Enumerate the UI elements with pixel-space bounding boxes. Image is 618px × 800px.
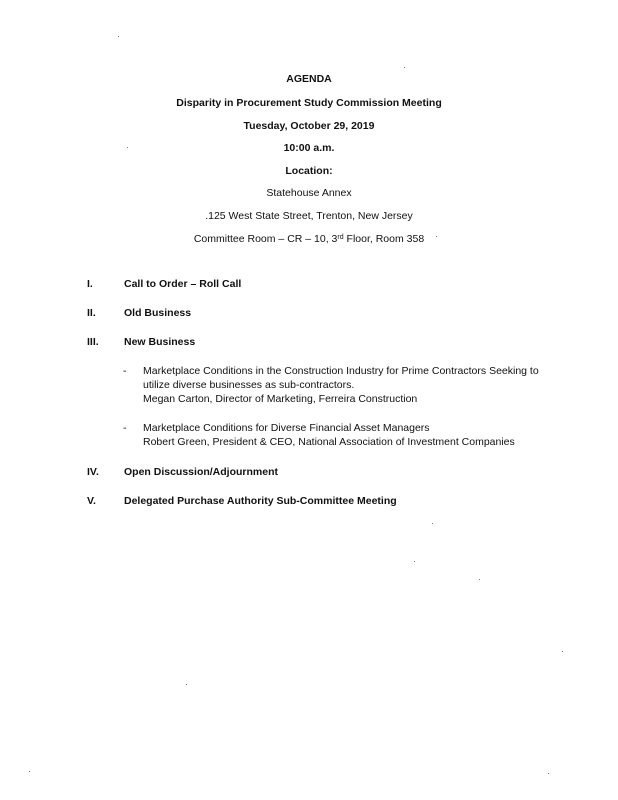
section-title: Call to Order – Roll Call — [124, 278, 242, 290]
meeting-name: Disparity in Procurement Study Commission Meeting — [176, 97, 442, 109]
list-item-line: utilize diverse businesses as sub-contractors. — [143, 379, 355, 391]
section-numeral: II. — [87, 307, 96, 319]
scan-speck — [186, 684, 187, 685]
room-text-end: Floor, Room 358 — [343, 233, 425, 245]
scan-speck — [414, 561, 415, 562]
section-title: Open Discussion/Adjournment — [124, 466, 279, 478]
venue: Statehouse Annex — [266, 187, 352, 199]
scan-speck — [127, 147, 128, 148]
section-title: Old Business — [124, 307, 192, 319]
list-item-line: Robert Green, President & CEO, National Association of Investment Companies — [143, 436, 515, 448]
scan-speck — [118, 36, 119, 37]
scan-speck — [29, 771, 30, 772]
section-numeral: I. — [87, 278, 93, 290]
meeting-time: 10:00 a.m. — [283, 142, 335, 154]
list-item-line: Marketplace Conditions in the Construction Industry for Prime Contractors Seeking to — [143, 365, 539, 377]
agenda-title: AGENDA — [286, 73, 332, 85]
list-item-line: Marketplace Conditions for Diverse Financial Asset Managers — [143, 422, 430, 434]
list-item-line: Megan Carton, Director of Marketing, Ferreira Construction — [143, 393, 418, 405]
scan-speck — [562, 651, 563, 652]
scan-speck — [432, 523, 433, 524]
scan-speck — [548, 773, 549, 774]
meeting-date: Tuesday, October 29, 2019 — [243, 120, 375, 132]
list-bullet: - — [123, 365, 127, 377]
room — [0, 232, 618, 246]
list-bullet: - — [123, 422, 127, 434]
address: .125 West State Street, Trenton, New Jersey — [205, 210, 413, 222]
section-title: Delegated Purchase Authority Sub-Committee Meeting — [124, 495, 397, 507]
section-numeral: V. — [87, 495, 96, 507]
location-label: Location: — [285, 165, 333, 177]
scan-speck — [404, 67, 405, 68]
section-numeral: IV. — [87, 466, 99, 478]
section-numeral: III. — [87, 336, 99, 348]
room-text: Committee Room – CR – 10, 3 — [193, 233, 338, 245]
room-superscript: rd — [337, 234, 344, 241]
scan-speck — [479, 579, 480, 580]
scan-speck — [436, 236, 437, 237]
section-title: New Business — [124, 336, 196, 348]
